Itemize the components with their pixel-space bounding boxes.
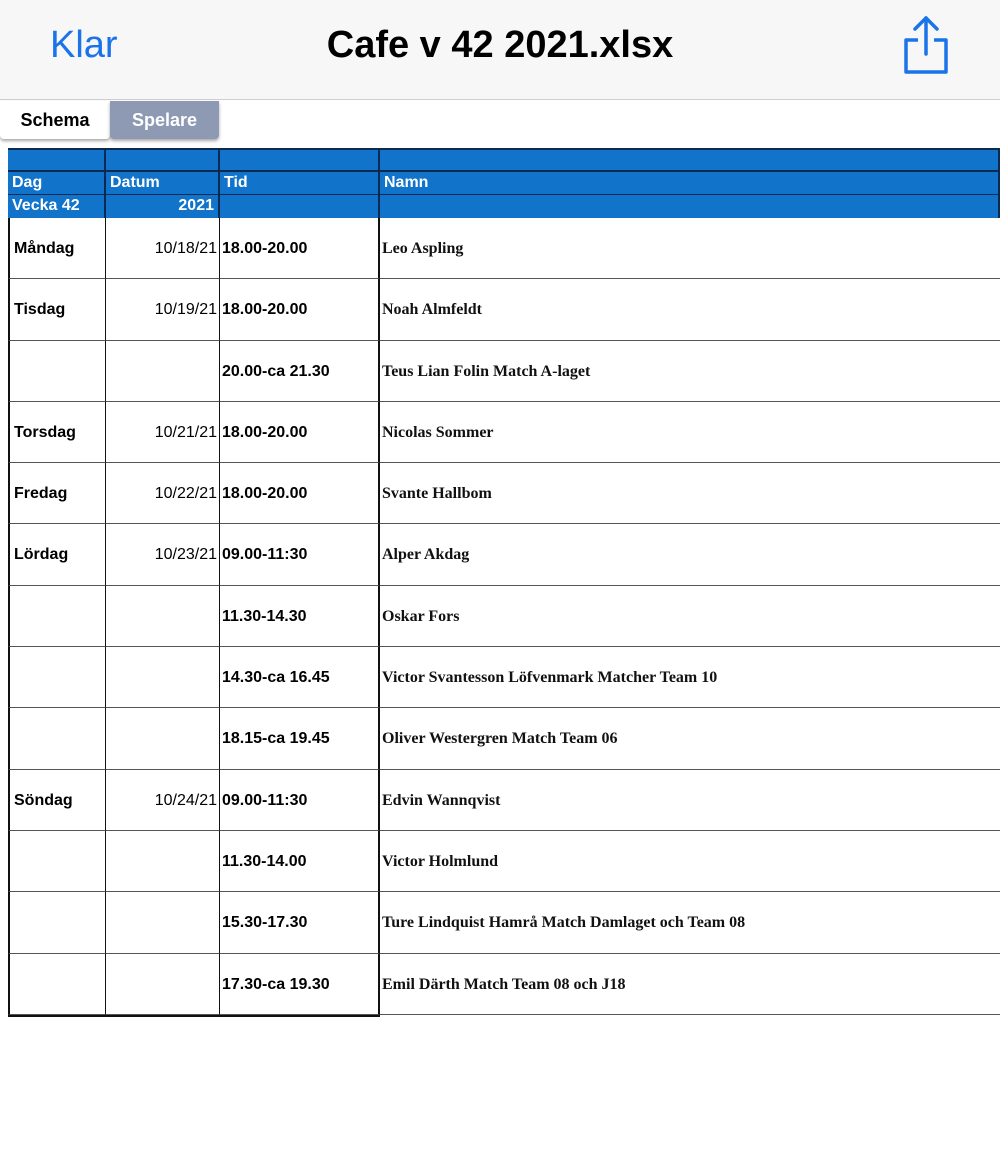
header-cell-dag[interactable] [8, 170, 106, 194]
time-cell[interactable] [220, 463, 380, 524]
date-cell[interactable] [106, 647, 220, 708]
name-text: Leo Aspling [382, 240, 464, 257]
name-cell[interactable] [380, 708, 1000, 769]
date-text: 10/18/21 [154, 240, 217, 257]
day-text: Söndag [14, 791, 73, 809]
time-cell[interactable] [220, 892, 380, 953]
schedule-rows [8, 218, 1000, 1015]
week-year-cell[interactable] [106, 194, 220, 218]
day-cell[interactable] [8, 831, 106, 892]
date-text: 10/19/21 [154, 301, 217, 319]
date-cell[interactable] [106, 831, 220, 892]
week-year: 2021 [178, 197, 214, 214]
name-cell[interactable] [380, 218, 1000, 279]
time-text: 18.00-20.00 [222, 240, 308, 257]
day-cell[interactable] [8, 770, 106, 831]
name-text: Noah Almfeldt [382, 301, 482, 319]
name-cell[interactable] [380, 279, 1000, 340]
time-text: 11.30-14.00 [222, 852, 307, 870]
blank-header-row [8, 148, 1000, 170]
day-text: Lördag [14, 546, 69, 564]
name-cell[interactable] [380, 770, 1000, 831]
time-cell[interactable] [220, 524, 380, 585]
name-cell[interactable] [380, 402, 1000, 463]
date-cell[interactable] [106, 463, 220, 524]
table-row [8, 647, 1000, 708]
time-text: 18.00-20.00 [222, 485, 308, 503]
day-cell[interactable] [8, 402, 106, 463]
header-tid-label: Tid [224, 174, 248, 191]
week-label: Vecka 42 [12, 197, 80, 214]
blank-cell [8, 148, 106, 170]
date-cell[interactable] [106, 341, 220, 402]
day-text: Tisdag [14, 301, 66, 319]
header-datum-label: Datum [110, 174, 160, 191]
time-cell[interactable] [220, 647, 380, 708]
day-cell[interactable] [8, 892, 106, 953]
date-cell[interactable] [106, 892, 220, 953]
time-text: 14.30-ca 16.45 [222, 669, 330, 687]
time-cell[interactable] [220, 586, 380, 647]
table-row [8, 586, 1000, 647]
time-cell[interactable] [220, 708, 380, 769]
header-cell-tid[interactable] [220, 170, 380, 194]
blank-cell [380, 148, 1000, 170]
name-text: Alper Akdag [382, 546, 470, 564]
name-text: Svante Hallbom [382, 485, 492, 503]
blank-cell[interactable] [220, 194, 380, 218]
name-text: Teus Lian Folin Match A-laget [382, 362, 591, 380]
day-cell[interactable] [8, 708, 106, 769]
week-row [8, 194, 1000, 218]
done-button[interactable]: Klar [50, 24, 118, 66]
time-text: 11.30-14.30 [222, 607, 307, 625]
time-cell[interactable] [220, 341, 380, 402]
time-text: 17.30-ca 19.30 [222, 975, 330, 993]
week-label-cell[interactable] [8, 194, 106, 218]
table-row [8, 831, 1000, 892]
time-text: 18.00-20.00 [222, 423, 308, 441]
name-text: Ture Lindquist Hamrå Match Damlaget och Team 08 [382, 914, 746, 932]
date-cell[interactable] [106, 954, 220, 1015]
day-cell[interactable] [8, 586, 106, 647]
date-text: 10/22/21 [154, 485, 217, 503]
time-cell[interactable] [220, 954, 380, 1015]
day-text: Måndag [14, 240, 75, 257]
date-cell[interactable] [106, 402, 220, 463]
name-cell[interactable] [380, 463, 1000, 524]
share-icon[interactable] [898, 14, 954, 78]
name-text: Emil Därth Match Team 08 och J18 [382, 975, 626, 993]
day-cell[interactable] [8, 218, 106, 279]
name-text: Nicolas Sommer [382, 423, 494, 441]
day-text: Fredag [14, 485, 68, 503]
blank-cell[interactable] [380, 194, 1000, 218]
table-row [8, 954, 1000, 1015]
table-row [8, 524, 1000, 585]
header-cell-datum[interactable] [106, 170, 220, 194]
table-row [8, 341, 1000, 402]
time-cell[interactable] [220, 279, 380, 340]
time-text: 18.00-20.00 [222, 301, 308, 319]
name-cell[interactable] [380, 586, 1000, 647]
day-cell[interactable] [8, 524, 106, 585]
date-text: 10/23/21 [154, 546, 217, 564]
header-namn-label: Namn [384, 174, 429, 191]
name-cell[interactable] [380, 831, 1000, 892]
time-cell[interactable] [220, 402, 380, 463]
date-cell[interactable] [106, 279, 220, 340]
table-row [8, 463, 1000, 524]
date-text: 10/24/21 [154, 791, 217, 809]
header-dag-label: Dag [12, 174, 43, 191]
name-cell[interactable] [380, 954, 1000, 1015]
date-cell[interactable] [106, 770, 220, 831]
day-cell[interactable] [8, 954, 106, 1015]
name-cell[interactable] [380, 647, 1000, 708]
name-cell[interactable] [380, 524, 1000, 585]
document-title: Cafe v 42 2021.xlsx [326, 24, 674, 66]
table-row [8, 770, 1000, 831]
day-cell[interactable] [8, 463, 106, 524]
name-text: Victor Holmlund [382, 852, 499, 870]
tab-schema[interactable]: Schema [0, 101, 110, 139]
time-cell[interactable] [220, 218, 380, 279]
date-cell[interactable] [106, 524, 220, 585]
date-text: 10/21/21 [154, 423, 217, 441]
header-cell-namn[interactable] [380, 170, 1000, 194]
table-row [8, 279, 1000, 340]
date-cell[interactable] [106, 708, 220, 769]
time-text: 15.30-17.30 [222, 914, 308, 932]
time-text: 09.00-11:30 [222, 791, 308, 809]
time-cell[interactable] [220, 831, 380, 892]
day-cell[interactable] [8, 647, 106, 708]
blank-cell [220, 148, 380, 170]
navigation-bar [0, 0, 1000, 100]
time-text: 20.00-ca 21.30 [222, 362, 330, 380]
blank-cell [106, 148, 220, 170]
day-cell[interactable] [8, 341, 106, 402]
table-bottom-border [8, 1015, 380, 1017]
name-text: Oskar Fors [382, 607, 460, 625]
table-row [8, 402, 1000, 463]
date-cell[interactable] [106, 586, 220, 647]
time-cell[interactable] [220, 770, 380, 831]
day-cell[interactable] [8, 279, 106, 340]
time-text: 09.00-11:30 [222, 546, 308, 564]
sheet-tabs [0, 101, 1000, 139]
name-cell[interactable] [380, 892, 1000, 953]
table-row [8, 892, 1000, 953]
tab-spelare[interactable]: Spelare [110, 101, 219, 139]
table-row [8, 708, 1000, 769]
name-cell[interactable] [380, 341, 1000, 402]
name-text: Oliver Westergren Match Team 06 [382, 730, 618, 748]
column-header-row [8, 170, 1000, 194]
table-row [8, 218, 1000, 279]
date-cell[interactable] [106, 218, 220, 279]
spreadsheet-grid [8, 148, 1000, 1015]
day-text: Torsdag [14, 423, 76, 441]
name-text: Victor Svantesson Löfvenmark Matcher Team 10 [382, 669, 718, 687]
name-text: Edvin Wannqvist [382, 791, 501, 809]
time-text: 18.15-ca 19.45 [222, 730, 330, 748]
